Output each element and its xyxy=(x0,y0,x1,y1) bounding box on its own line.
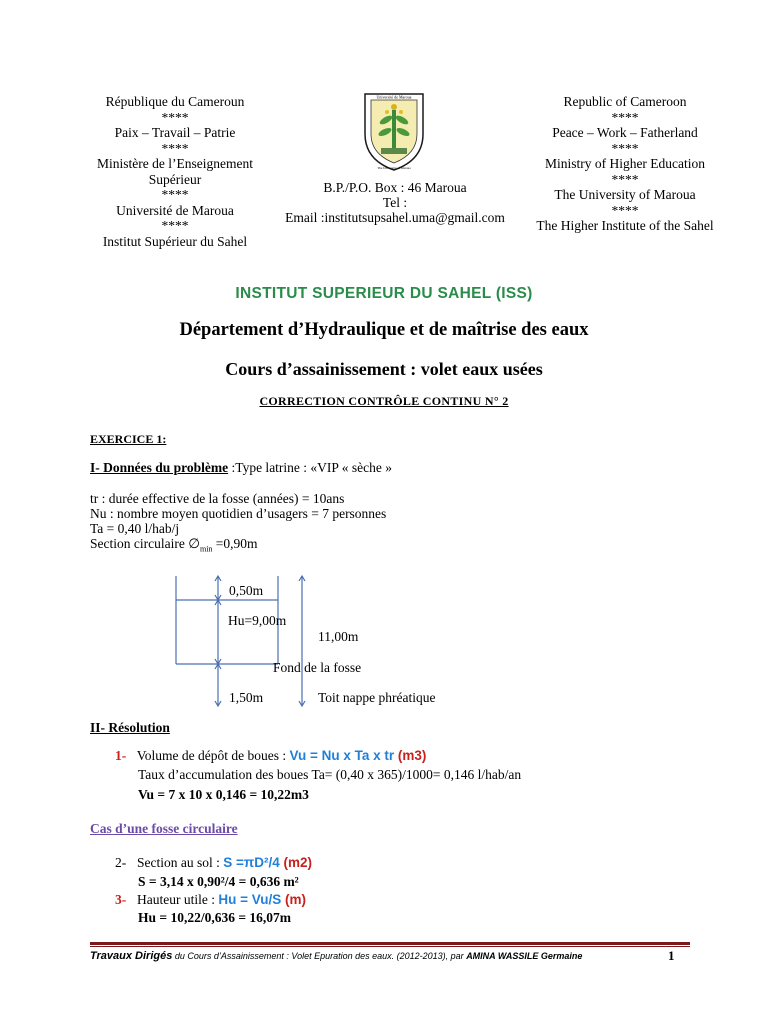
section-suffix: =0,90m xyxy=(212,536,258,551)
header-right-line: **** xyxy=(611,109,639,125)
department-title: Département d’Hydraulique et de maîtrise des eaux xyxy=(179,320,589,340)
data-heading-line xyxy=(90,460,392,475)
given-nu: Nu : nombre moyen quotidien d’usagers = 7 personnes xyxy=(90,506,387,521)
section-subscript: min xyxy=(199,544,213,554)
header-right-line: Republic of Cameroon xyxy=(563,94,687,109)
header-center-line: B.P./P.O. Box : 46 Maroua xyxy=(323,180,467,195)
step3-result: Hu = 10,22/0,636 = 16,07m xyxy=(138,910,292,925)
diagram-bottom-gap: 1,50m xyxy=(229,690,264,705)
header-left-line: République du Cameroun xyxy=(105,94,245,109)
header-left-line: **** xyxy=(161,109,189,125)
header-left-line: Ministère de l’Enseignement xyxy=(97,156,253,171)
step1-formula: Vu = Nu x Ta x tr xyxy=(289,748,395,763)
resolution-heading: II- Résolution xyxy=(90,720,170,735)
seal-text-top: Université de Maroua xyxy=(376,94,412,100)
step3-unit: (m) xyxy=(281,892,306,907)
header-right-line: **** xyxy=(611,140,639,156)
latrine-type: :Type latrine : «VIP « sèche » xyxy=(228,460,393,475)
diagram-top-gap: 0,50m xyxy=(229,583,264,598)
given-tr: tr : durée effective de la fosse (années) = 10ans xyxy=(90,491,345,506)
data-heading: I- Données du problème xyxy=(90,460,229,475)
footer-text xyxy=(90,950,690,962)
given-ta: Ta = 0,40 l/hab/j xyxy=(90,521,180,536)
exercise-heading: EXERCICE 1: xyxy=(90,432,167,446)
step1-line2: Taux d’accumulation des boues Ta= (0,40 x 365)/1000= 0,146 l/hab/an xyxy=(138,767,522,782)
step1-result: Vu = 7 x 10 x 0,146 = 10,22m3 xyxy=(138,787,309,802)
step1-label: Volume de dépôt de boues : xyxy=(136,748,290,763)
footer-rule-thin xyxy=(90,946,690,947)
circular-pit-subheading: Cas d’une fosse circulaire xyxy=(90,821,238,836)
step3-line1 xyxy=(115,892,306,907)
university-seal-logo xyxy=(359,90,429,172)
step2-label: Section au sol : xyxy=(137,855,224,870)
header-left-line: Supérieur xyxy=(148,171,202,187)
footer-body: du Cours d’Assainissement : Volet Epuration des eaux. (2012-2013), par xyxy=(172,951,467,961)
header-left-line: **** xyxy=(161,187,189,202)
page-number: 1 xyxy=(668,948,675,963)
diagram-bottom-label: Fond de la fosse xyxy=(273,660,362,675)
step2-number: 2- xyxy=(115,855,127,870)
step2-result: S = 3,14 x 0,90²/4 = 0,636 m² xyxy=(138,874,299,889)
header-center-block xyxy=(270,180,520,225)
institute-title: INSTITUT SUPERIEUR DU SAHEL (ISS) xyxy=(235,285,533,302)
step2-formula: S =πD²/4 xyxy=(223,855,280,870)
header-left-line: **** xyxy=(161,140,189,156)
step2-line1 xyxy=(115,855,312,870)
header-right-line: Ministry of Higher Education xyxy=(544,156,706,171)
seal-text-bottom: The University of Maroua xyxy=(377,166,411,170)
header-left-line: Institut Supérieur du Sahel xyxy=(102,233,248,249)
step2-unit: (m2) xyxy=(279,855,312,870)
step1-number: 1- xyxy=(115,748,127,763)
step1-line1 xyxy=(115,748,426,763)
diagram-total: 11,00m xyxy=(318,629,359,644)
header-left-line: Paix – Travail – Patrie xyxy=(114,125,236,140)
header-right-line: The University of Maroua xyxy=(554,187,696,202)
header-right-block xyxy=(520,94,730,234)
diagram-hu: Hu=9,00m xyxy=(228,613,287,628)
header-left-line: **** xyxy=(161,218,189,233)
footer-lead: Travaux Dirigés xyxy=(90,950,173,962)
course-title: Cours d’assainissement : volet eaux usées xyxy=(225,359,543,379)
header-left-line: Université de Maroua xyxy=(116,202,234,218)
step3-number: 3- xyxy=(115,892,127,907)
correction-title: CORRECTION CONTRÔLE CONTINU N° 2 xyxy=(259,394,509,408)
section-prefix: Section circulaire ∅ xyxy=(90,536,200,551)
header-right-line: **** xyxy=(611,171,639,187)
header-right-line: Peace – Work – Fatherland xyxy=(552,125,698,140)
footer-author: AMINA WASSILE Germaine xyxy=(466,951,583,961)
header-center-line: Email :institutsupsahel.uma@gmail.com xyxy=(285,210,505,225)
header-right-line: **** xyxy=(611,202,639,218)
step3-label: Hauteur utile : xyxy=(137,892,219,907)
step1-unit: (m3) xyxy=(394,748,427,763)
header-right-line: The Higher Institute of the Sahel xyxy=(536,218,714,233)
diagram-water-table: Toit nappe phréatique xyxy=(318,690,436,705)
step3-formula: Hu = Vu/S xyxy=(218,892,282,907)
given-section xyxy=(90,536,258,557)
header-center-line: Tel : xyxy=(382,195,408,210)
header-left-block xyxy=(80,94,270,249)
footer-rule xyxy=(90,942,690,945)
